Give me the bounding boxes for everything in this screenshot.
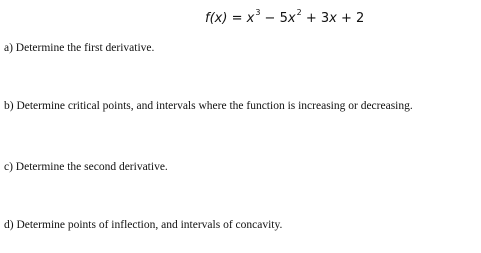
question-a: a) Determine the first derivative. [4, 42, 155, 54]
term-x: x [246, 11, 255, 26]
plus-sign-1: + [305, 11, 317, 26]
question-c: c) Determine the second derivative. [4, 161, 168, 173]
term-x-squared: x [287, 11, 296, 26]
term-3x: x [329, 11, 337, 26]
function-definition [205, 10, 364, 28]
function-name: f(x) [205, 11, 228, 26]
coefficient-3: 3 [320, 11, 330, 26]
exponent-2: 2 [296, 8, 302, 17]
exponent-3: 3 [255, 8, 261, 17]
constant-term: 2 [356, 11, 365, 26]
coefficient-5: 5 [279, 11, 288, 26]
question-d: d) Determine points of inflection, and intervals of concavity. [4, 219, 283, 231]
minus-sign: − [264, 11, 276, 26]
equals-sign: = [231, 11, 243, 26]
plus-sign-2: + [340, 11, 352, 26]
question-b: b) Determine critical points, and intervals where the function is increasing or decreasing. [4, 100, 413, 112]
